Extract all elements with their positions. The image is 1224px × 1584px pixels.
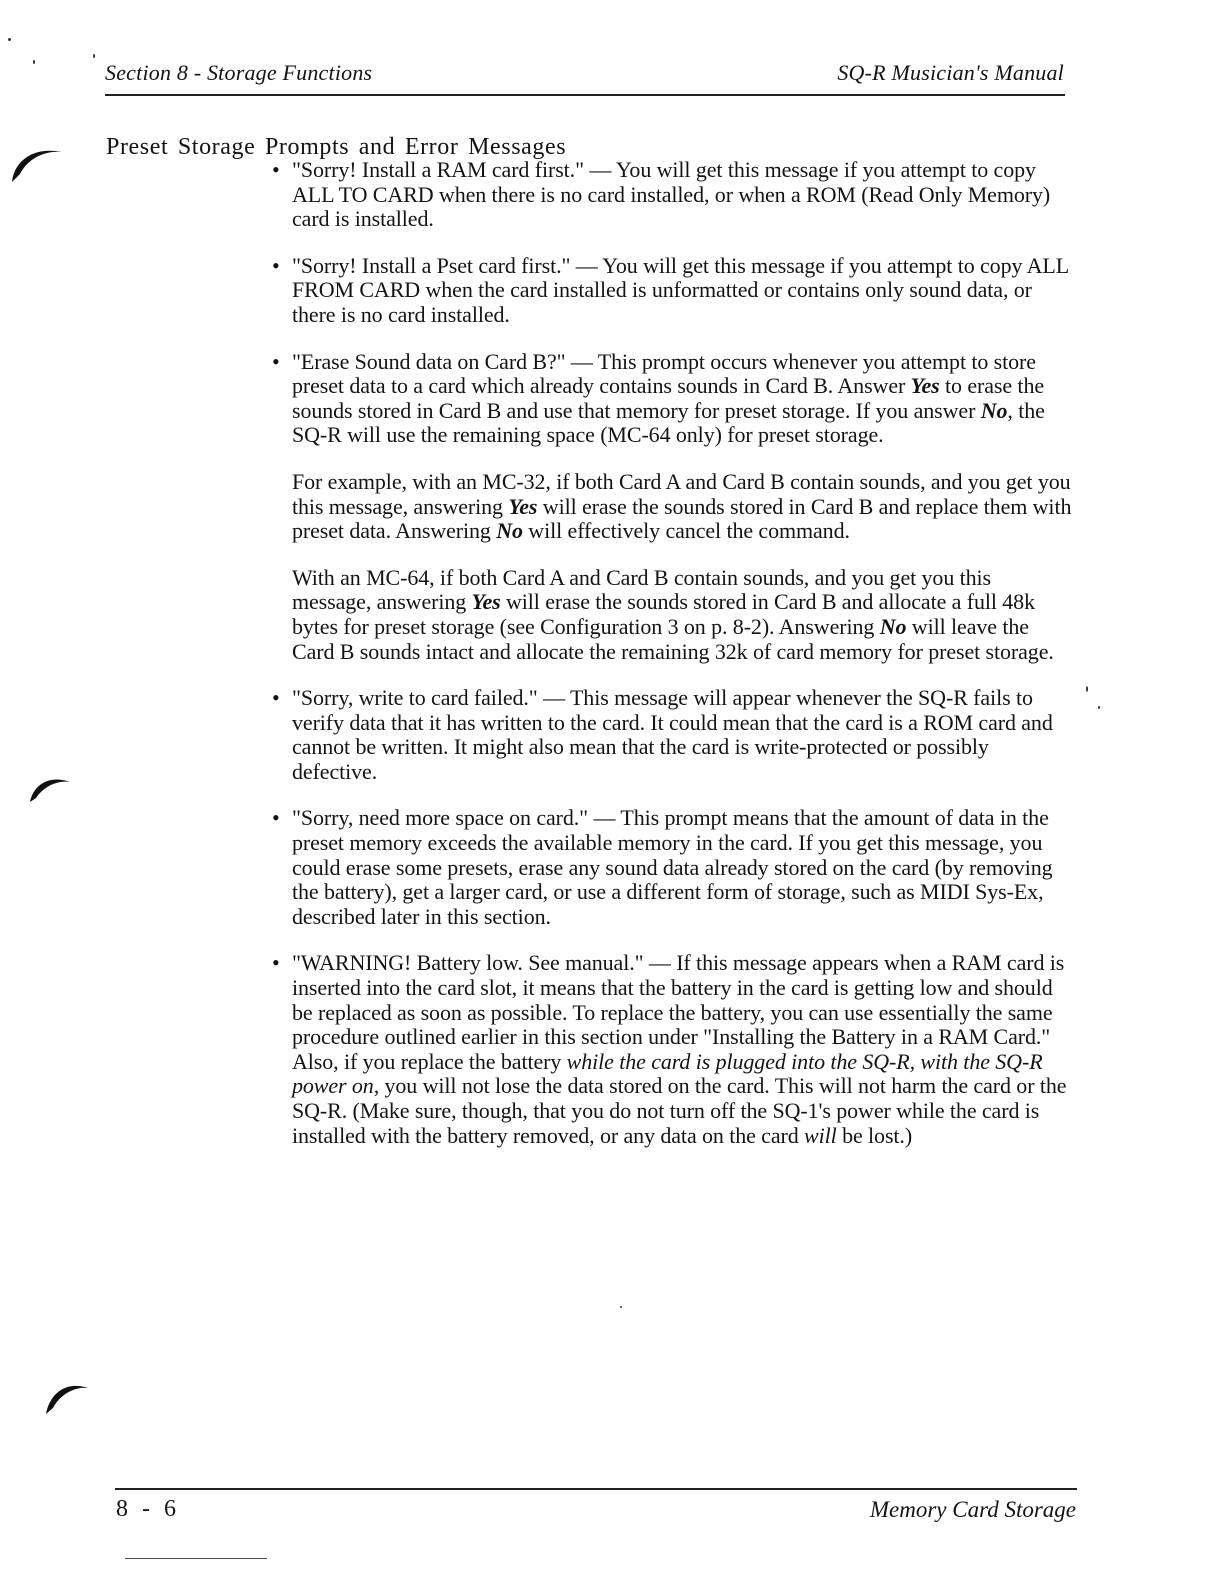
scan-speck — [8, 38, 11, 41]
page-number: 8 - 6 — [116, 1496, 180, 1522]
bullet: • — [272, 950, 280, 976]
example-mc32: For example, with an MC-32, if both Card A and Card B contain sounds, and you get you this message, answering Yes will erase the sounds stored in Card B and replace them with preset data. Answering No will effectively cancel the command. — [292, 468, 1072, 544]
list-item-need-space — [272, 806, 1072, 929]
item-text: "Erase Sound data on Card B?" — This prompt occurs whenever you attempt to store preset data to a card which already contains sounds in Card B. Answer Yes to erase the sounds stored in Card B and use that memory for preset storage. If you answer No, the SQ-R will use the remaining space (MC-64 only) for preset storage. — [292, 348, 1045, 448]
bullet: • — [272, 252, 280, 278]
item-text: "Sorry, need more space on card." — This prompt means that the amount of data in the preset memory exceeds the available memory in the card. If you get this message, you could erase some presets, erase any sound data already stored on the card (by removing the battery), get a larger card, or use a different form of storage, such as MIDI Sys-Ex, described later in this section. — [292, 805, 1053, 929]
bullet: • — [272, 157, 280, 182]
footer-rule — [115, 1488, 1077, 1490]
item-text: "Sorry! Install a Pset card first." — You will get this message if you attempt to copy ALL FROM CARD when the card installed is unformatted or contains only sound data, or there is no card installed. — [292, 252, 1069, 327]
list-item-ram-card — [272, 158, 1072, 232]
list-item-erase-sound — [272, 350, 1072, 448]
scan-speck — [33, 60, 35, 64]
punch-hole-mark-2 — [28, 770, 72, 804]
running-footer-title: Memory Card Storage — [869, 1497, 1076, 1522]
running-header-title: SQ-R Musician's Manual — [837, 60, 1064, 85]
bullet: • — [272, 685, 280, 711]
bullet: • — [272, 805, 280, 831]
punch-hole-mark-3 — [44, 1376, 90, 1416]
section-heading: Preset Storage Prompts and Error Messages — [106, 134, 567, 160]
example-mc64: With an MC-64, if both Card A and Card B contain sounds, and you get you this message, answering Yes will erase the sounds stored in Card B and allocate a full 48k bytes for preset storage (see Configuration 3 on p. 8-2). Answering No will leave the Card B sounds intact and allocate the remaining 32k of card memory for preset storage. — [292, 564, 1054, 664]
running-header-section: Section 8 - Storage Functions — [105, 60, 373, 85]
scan-speck — [1086, 686, 1088, 692]
list-item-write-failed — [272, 686, 1072, 784]
message-list — [272, 158, 1072, 1170]
list-item-battery-low — [272, 951, 1072, 1148]
item-text: "Sorry! Install a RAM card first." — You will get this message if you attempt to copy ALL TO CARD when there is no card installed, or when a ROM (Read Only Memory) card is installed. — [292, 157, 1051, 232]
item-text: "Sorry, write to card failed." — This message will appear whenever the SQ-R fails to verify data that it has written to the card. It could mean that the card is a ROM card and cannot be written. It might also mean that the card is write-protected or possibly defective. — [292, 685, 1053, 784]
list-item-pset-card — [272, 254, 1072, 328]
scan-speck — [1098, 706, 1100, 709]
punch-hole-mark-1 — [10, 140, 64, 184]
item-text: "WARNING! Battery low. See manual." — If this message appears when a RAM card is inserted into the card slot, it means that the battery in the card is getting low and should be replaced as soon as possible. To replace the battery, you can use essentially the same procedure outlined earlier in this section under "Installing the Battery in a RAM Card." Also, if you replace the battery while the card is plugged into the SQ-R, with the SQ-R power on, you will not lose the data stored on the card. This will not harm the card or the SQ-R. (Make sure, though, that you do not turn off the SQ-1's power while the card is installed with the battery removed, or any data on the card will be lost.) — [292, 950, 1067, 1148]
scan-speck — [620, 1306, 622, 1308]
scan-artifact-line — [125, 1558, 267, 1559]
header-rule — [105, 94, 1065, 96]
scan-speck — [93, 54, 95, 58]
bullet: • — [272, 348, 280, 374]
